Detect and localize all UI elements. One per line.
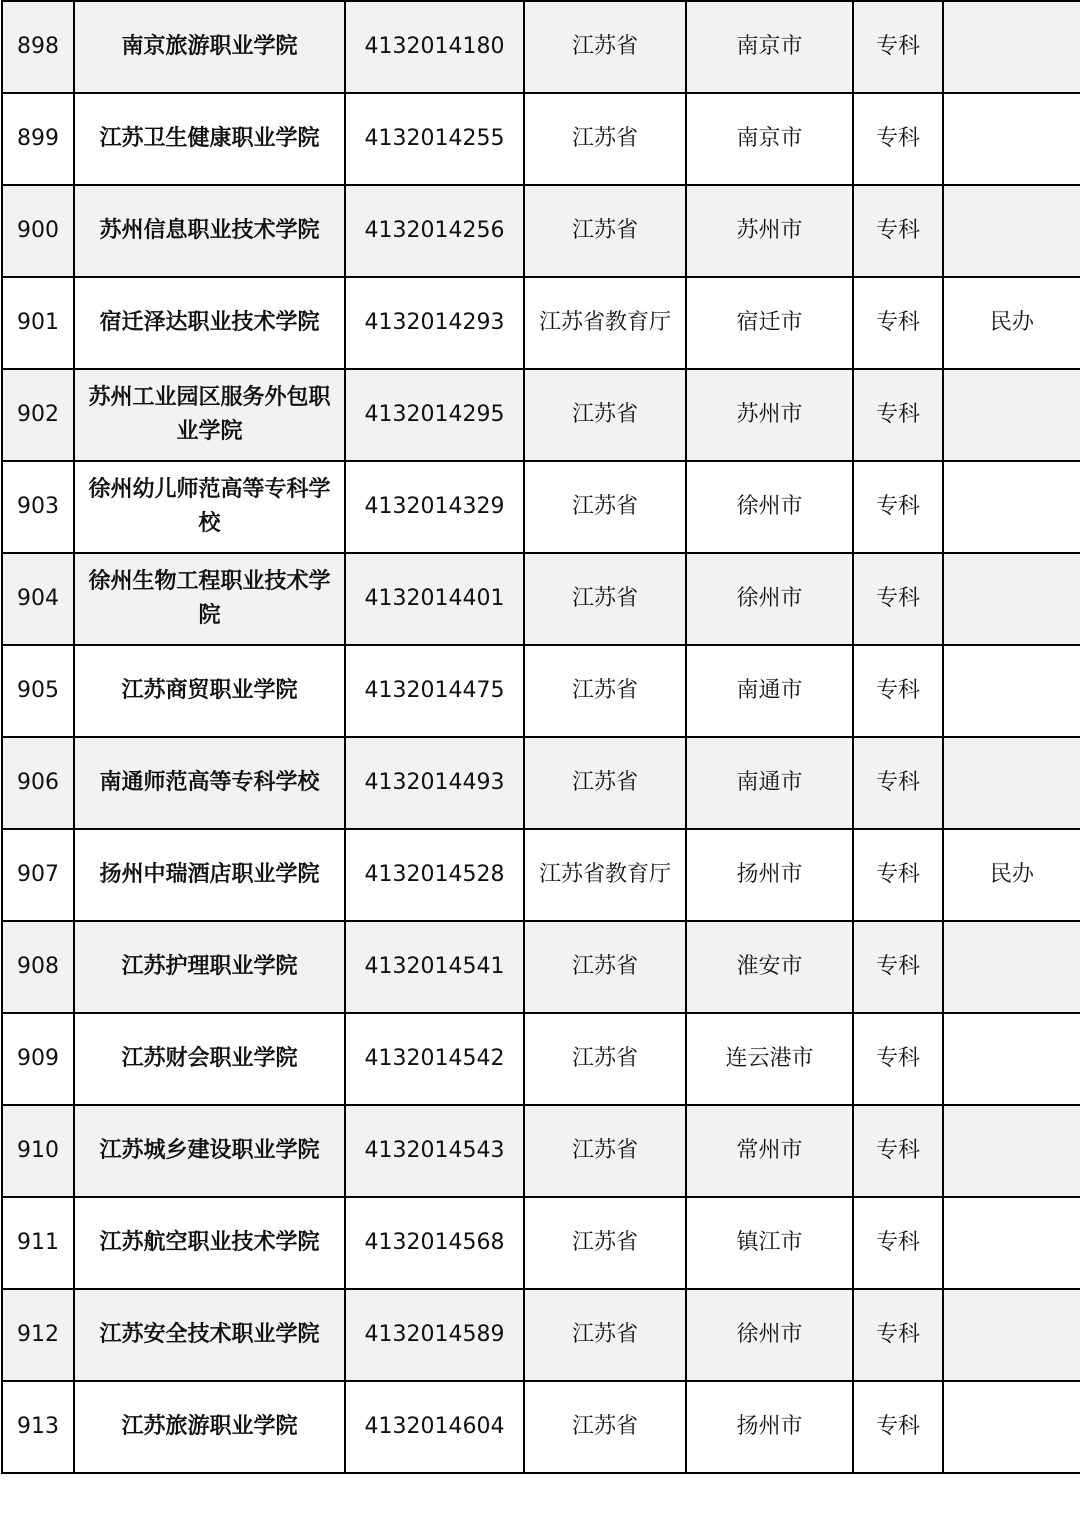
institution-code-cell: 4132014541	[345, 921, 524, 1013]
institution-code-cell: 4132014493	[345, 737, 524, 829]
table-row	[2, 1289, 1080, 1381]
row-number-cell: 909	[2, 1013, 74, 1105]
institution-name-cell: 南通师范高等专科学校	[74, 737, 345, 829]
table-row	[2, 921, 1080, 1013]
institution-name-cell: 宿迁泽达职业技术学院	[74, 277, 345, 369]
table-row	[2, 461, 1080, 553]
institution-name-cell: 徐州生物工程职业技术学院	[74, 553, 345, 645]
supervising-department-cell: 江苏省	[524, 1289, 686, 1381]
city-cell: 徐州市	[686, 553, 853, 645]
remark-cell	[943, 1289, 1080, 1381]
table-row	[2, 645, 1080, 737]
table-row	[2, 369, 1080, 461]
education-level-cell: 专科	[853, 1381, 943, 1473]
city-cell: 南京市	[686, 1, 853, 93]
row-number-cell: 900	[2, 185, 74, 277]
institution-name-cell: 徐州幼儿师范高等专科学校	[74, 461, 345, 553]
remark-cell	[943, 737, 1080, 829]
table-row	[2, 277, 1080, 369]
education-level-cell: 专科	[853, 553, 943, 645]
remark-cell: 民办	[943, 829, 1080, 921]
table-row	[2, 1381, 1080, 1473]
city-cell: 淮安市	[686, 921, 853, 1013]
city-cell: 连云港市	[686, 1013, 853, 1105]
institution-name-cell: 江苏护理职业学院	[74, 921, 345, 1013]
city-cell: 扬州市	[686, 1381, 853, 1473]
table-row	[2, 1105, 1080, 1197]
row-number-cell: 910	[2, 1105, 74, 1197]
table-row	[2, 93, 1080, 185]
row-number-cell: 898	[2, 1, 74, 93]
education-level-cell: 专科	[853, 185, 943, 277]
education-level-cell: 专科	[853, 461, 943, 553]
institution-name-cell: 江苏航空职业技术学院	[74, 1197, 345, 1289]
institution-name-cell: 江苏旅游职业学院	[74, 1381, 345, 1473]
education-level-cell: 专科	[853, 829, 943, 921]
institution-name-cell: 苏州信息职业技术学院	[74, 185, 345, 277]
remark-cell	[943, 185, 1080, 277]
remark-cell: 民办	[943, 277, 1080, 369]
institution-name-cell: 江苏卫生健康职业学院	[74, 93, 345, 185]
institution-code-cell: 4132014180	[345, 1, 524, 93]
institution-name-cell: 扬州中瑞酒店职业学院	[74, 829, 345, 921]
row-number-cell: 902	[2, 369, 74, 461]
education-level-cell: 专科	[853, 1197, 943, 1289]
table-row	[2, 1197, 1080, 1289]
supervising-department-cell: 江苏省	[524, 461, 686, 553]
city-cell: 南通市	[686, 737, 853, 829]
table-row	[2, 1, 1080, 93]
institution-name-cell: 江苏城乡建设职业学院	[74, 1105, 345, 1197]
remark-cell	[943, 1105, 1080, 1197]
education-level-cell: 专科	[853, 93, 943, 185]
institution-code-cell: 4132014543	[345, 1105, 524, 1197]
city-cell: 徐州市	[686, 1289, 853, 1381]
remark-cell	[943, 461, 1080, 553]
supervising-department-cell: 江苏省	[524, 93, 686, 185]
city-cell: 苏州市	[686, 369, 853, 461]
table-row	[2, 829, 1080, 921]
city-cell: 宿迁市	[686, 277, 853, 369]
institution-name-cell: 南京旅游职业学院	[74, 1, 345, 93]
row-number-cell: 904	[2, 553, 74, 645]
remark-cell	[943, 369, 1080, 461]
city-cell: 镇江市	[686, 1197, 853, 1289]
row-number-cell: 903	[2, 461, 74, 553]
remark-cell	[943, 93, 1080, 185]
supervising-department-cell: 江苏省	[524, 553, 686, 645]
row-number-cell: 911	[2, 1197, 74, 1289]
row-number-cell: 907	[2, 829, 74, 921]
supervising-department-cell: 江苏省	[524, 1381, 686, 1473]
education-level-cell: 专科	[853, 1013, 943, 1105]
institution-code-cell: 4132014255	[345, 93, 524, 185]
row-number-cell: 905	[2, 645, 74, 737]
institution-code-cell: 4132014528	[345, 829, 524, 921]
supervising-department-cell: 江苏省教育厅	[524, 277, 686, 369]
institution-code-cell: 4132014293	[345, 277, 524, 369]
institution-name-cell: 江苏商贸职业学院	[74, 645, 345, 737]
remark-cell	[943, 645, 1080, 737]
institution-code-cell: 4132014589	[345, 1289, 524, 1381]
supervising-department-cell: 江苏省	[524, 921, 686, 1013]
row-number-cell: 913	[2, 1381, 74, 1473]
institution-code-cell: 4132014542	[345, 1013, 524, 1105]
row-number-cell: 906	[2, 737, 74, 829]
city-cell: 扬州市	[686, 829, 853, 921]
remark-cell	[943, 1381, 1080, 1473]
city-cell: 徐州市	[686, 461, 853, 553]
row-number-cell: 899	[2, 93, 74, 185]
education-level-cell: 专科	[853, 1105, 943, 1197]
institution-name-cell: 江苏安全技术职业学院	[74, 1289, 345, 1381]
supervising-department-cell: 江苏省	[524, 737, 686, 829]
institution-code-cell: 4132014329	[345, 461, 524, 553]
table-row	[2, 1013, 1080, 1105]
city-cell: 苏州市	[686, 185, 853, 277]
remark-cell	[943, 553, 1080, 645]
city-cell: 南京市	[686, 93, 853, 185]
supervising-department-cell: 江苏省	[524, 185, 686, 277]
education-level-cell: 专科	[853, 1289, 943, 1381]
remark-cell	[943, 1, 1080, 93]
education-level-cell: 专科	[853, 737, 943, 829]
education-level-cell: 专科	[853, 277, 943, 369]
table-body	[2, 1, 1080, 1473]
row-number-cell: 901	[2, 277, 74, 369]
supervising-department-cell: 江苏省	[524, 1105, 686, 1197]
city-cell: 常州市	[686, 1105, 853, 1197]
remark-cell	[943, 1013, 1080, 1105]
education-level-cell: 专科	[853, 645, 943, 737]
supervising-department-cell: 江苏省	[524, 369, 686, 461]
supervising-department-cell: 江苏省	[524, 1, 686, 93]
institution-code-cell: 4132014401	[345, 553, 524, 645]
supervising-department-cell: 江苏省	[524, 645, 686, 737]
education-level-cell: 专科	[853, 1, 943, 93]
row-number-cell: 912	[2, 1289, 74, 1381]
institution-name-cell: 苏州工业园区服务外包职业学院	[74, 369, 345, 461]
row-number-cell: 908	[2, 921, 74, 1013]
institution-name-cell: 江苏财会职业学院	[74, 1013, 345, 1105]
institution-code-cell: 4132014475	[345, 645, 524, 737]
remark-cell	[943, 921, 1080, 1013]
education-level-cell: 专科	[853, 369, 943, 461]
education-level-cell: 专科	[853, 921, 943, 1013]
institution-table	[1, 0, 1080, 1474]
institution-code-cell: 4132014295	[345, 369, 524, 461]
institution-code-cell: 4132014568	[345, 1197, 524, 1289]
table-row	[2, 553, 1080, 645]
remark-cell	[943, 1197, 1080, 1289]
table-row	[2, 185, 1080, 277]
supervising-department-cell: 江苏省	[524, 1197, 686, 1289]
city-cell: 南通市	[686, 645, 853, 737]
institution-code-cell: 4132014256	[345, 185, 524, 277]
institution-code-cell: 4132014604	[345, 1381, 524, 1473]
supervising-department-cell: 江苏省教育厅	[524, 829, 686, 921]
table-row	[2, 737, 1080, 829]
supervising-department-cell: 江苏省	[524, 1013, 686, 1105]
